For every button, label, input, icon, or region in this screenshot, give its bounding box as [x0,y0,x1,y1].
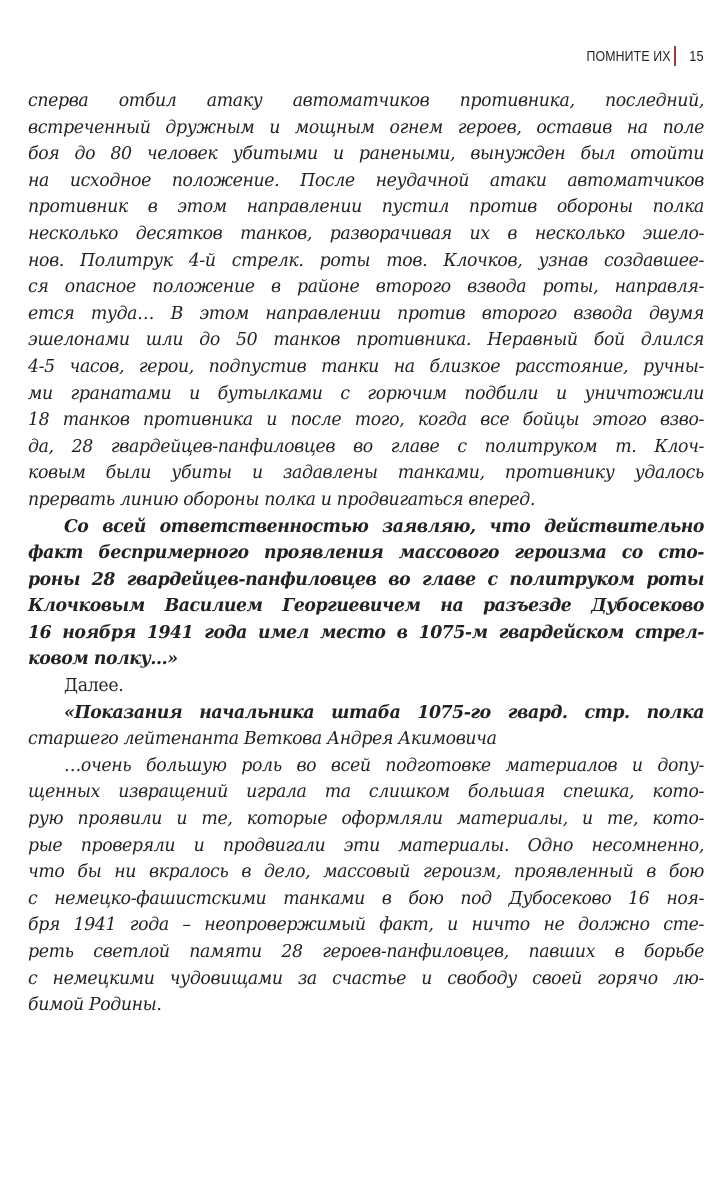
text-line: нов. Политрук 4-й стрелк. роты тов. Клочков, узнав создавшее- [28,250,704,271]
paragraph-testimony-author [28,726,704,753]
text-line: с немецко-фашистскими танками в бою под Дубосеково 16 ноя- [28,888,704,909]
text-line: 4-5 часов, герои, подпустив танки на близкое расстояние, ручны- [28,356,704,377]
page-number: 15 [689,47,704,65]
text-line: ковым были убиты и задавлены танками, противнику удалось [28,463,704,484]
paragraph-report-excerpt [28,88,704,514]
text-line: бря 1941 года – неопровержимый факт, и ничто не должно сте- [28,915,704,936]
text-line: Клочковым Василием Георгиевичем на разъезде Дубосеково [28,596,704,617]
text-line: несколько десятков танков, разворачивая их в несколько эшело- [28,223,704,244]
text-line: щенных извращений играла та слишком большая спешка, кото- [28,782,704,803]
text-line: сперва отбил атаку автоматчиков противника, последний, [28,91,704,111]
text-line: да, 28 гвардейцев-панфиловцев во главе с политруком т. Клоч- [28,436,704,457]
text-line: факт беспримерного проявления массового героизма со сто- [28,543,704,564]
text-line: на исходное положение. После неудачной атаки автоматчиков [28,170,704,191]
running-title: ПОМНИТЕ ИХ [586,47,671,65]
running-header [568,44,705,68]
text-line: противник в этом направлении пустил против обороны полка [28,197,704,218]
text-line: «Показания начальника штаба 1075-го гвард. стр. полка [64,702,704,723]
paragraph-testimony-heading [28,700,704,727]
paragraph-further [28,673,704,700]
text-line: что бы ни вкралось в дело, массовый героизм, проявленный в бою [28,862,704,883]
text-line: ковом полку…» [28,649,178,670]
text-line: …очень большую роль во всей подготовке материалов и допу- [64,755,704,776]
text-line: 16 ноября 1941 года имел место в 1075-м гвардейском стрел- [28,622,704,643]
text-line: с немецкими чудовищами за счастье и свободу своей горячо лю- [28,968,704,989]
text-line: эшелонами шли до 50 танков противника. Неравный бой длился [28,330,704,351]
text-line: рую проявили и те, которые оформляли материалы, и те, кото- [28,809,704,830]
text-line: боя до 80 человек убитыми и ранеными, вынужден был отойти [28,144,704,165]
text-line: 18 танков противника и после того, когда все бойцы этого взво- [28,410,704,431]
paragraph-statement [28,514,704,674]
text-line: реть светлой памяти 28 героев-панфиловцев, павших в борьбе [28,942,704,962]
text-line: старшего лейтенанта Веткова Андрея Акимовича [28,729,497,750]
header-separator [674,46,676,66]
paragraph-testimony-body [28,753,704,1019]
text-line: ми гранатами и бутылками с горючим подбили и уничтожили [28,383,704,404]
text-line: встреченный дружным и мощным огнем героев, оставив на поле [28,117,704,138]
text-line: Далее. [64,676,124,697]
text-line: ся опасное положение в районе второго взвода роты, направля- [28,277,704,298]
text-line: Со всей ответственностью заявляю, что действительно [64,516,704,537]
text-line: ется туда… В этом направлении против второго взвода двумя [28,303,704,324]
text-line: рые проверяли и продвигали эти материалы. Одно несомненно, [28,835,704,856]
text-line: роны 28 гвардейцев-панфиловцев во главе с политруком роты [28,569,704,590]
body-text [28,88,704,1019]
text-line: бимой Родины. [28,995,162,1016]
text-line: прервать линию обороны полка и продвигаться вперед. [28,489,536,510]
